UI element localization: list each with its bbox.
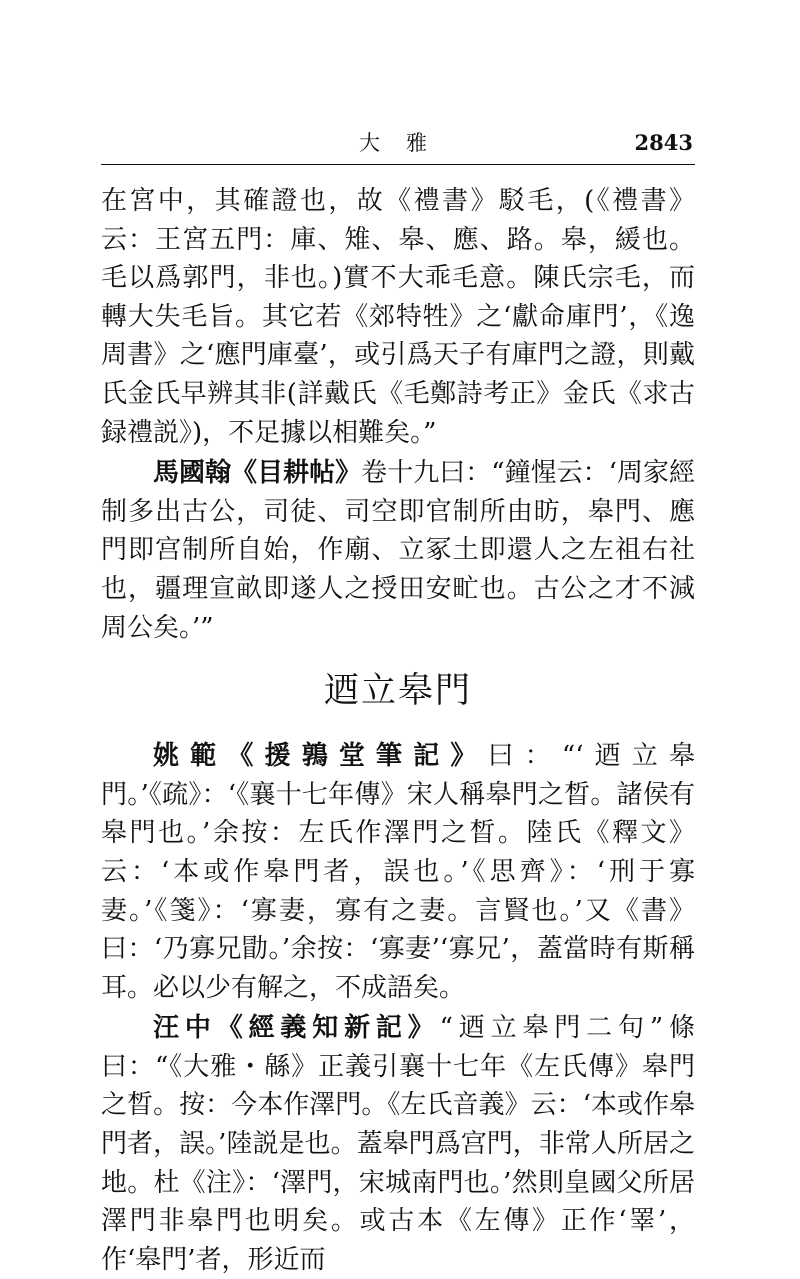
paragraph-text: 曰：“‘迺立皋門。’《疏》：‘《襄十七年傳》宋人稱皋門之晳。諸侯有皋門也。’余按：左氏作澤門之晳。陸氏《釋文》云：‘本或作皋門者，誤也。’《思齊》：‘刑于寡妻。’《箋》：‘寡妻，寡有之妻。言賢也。’又《書》曰：‘乃寡兄勖。’余按：‘寡妻’‘寡兄’，蓋當時有斯稱耳。必以少有解之，不成語矣。 <box>101 741 695 1003</box>
text-body <box>101 182 695 1279</box>
paragraph-wang-zhong <box>101 1009 695 1279</box>
paragraph-continuation <box>101 182 695 452</box>
source-citation: 姚範《援鶉堂筆記》 <box>153 741 488 772</box>
source-citation: 馬國翰《目耕帖》 <box>153 458 362 489</box>
paragraph-yao-fan <box>101 737 695 1007</box>
paragraph-ma-guohan <box>101 454 695 647</box>
running-header <box>101 128 695 162</box>
page-number: 2843 <box>634 130 693 155</box>
paragraph-text: 在宮中，其確證也，故《禮書》駁毛，(《禮書》云：王宮五門：庫、雉、皋、應、路。皋，緩也。毛以爲郭門，非也。)實不大乖毛意。陳氏宗毛，而轉大失毛旨。其它若《郊特牲》之‘獻命庫門’，《逸周書》之‘應門庫臺’，或引爲天子有庫門之證，則戴氏金氏早辨其非(詳戴氏《毛鄭詩考正》金氏《求古録禮説》)，不足據以相難矣。” <box>101 186 695 448</box>
header-rule <box>101 164 695 165</box>
paragraph-text: 卷十九曰：“鐘惺云：‘周家經制多出古公，司徒、司空即官制所由昉，皋門、應門即宫制所自始，作廟、立冢土即還人之左祖右社也，疆理宣畝即遂人之授田安甿也。古公之才不減周公矣。’” <box>101 458 695 643</box>
section-title: 迺立皋門 <box>323 671 472 712</box>
paragraph-text: “迺立皋門二句”條曰：“《大雅・緜》正義引襄十七年《左氏傳》皋門之晳。按：今本作澤門。《左氏音義》云：‘本或作皋門者，誤。’陸説是也。蓋皋門爲宫門，非常人所居之地。杜《注》：‘澤門，宋城南門也。’然則皇國父所居澤門非皋門也明矣。或古本《左傳》正作‘睪’，作‘皋門’者，形近而 <box>101 1013 695 1275</box>
source-citation: 汪中《經義知新記》 <box>153 1013 440 1044</box>
header-title: 大雅 <box>359 131 453 155</box>
